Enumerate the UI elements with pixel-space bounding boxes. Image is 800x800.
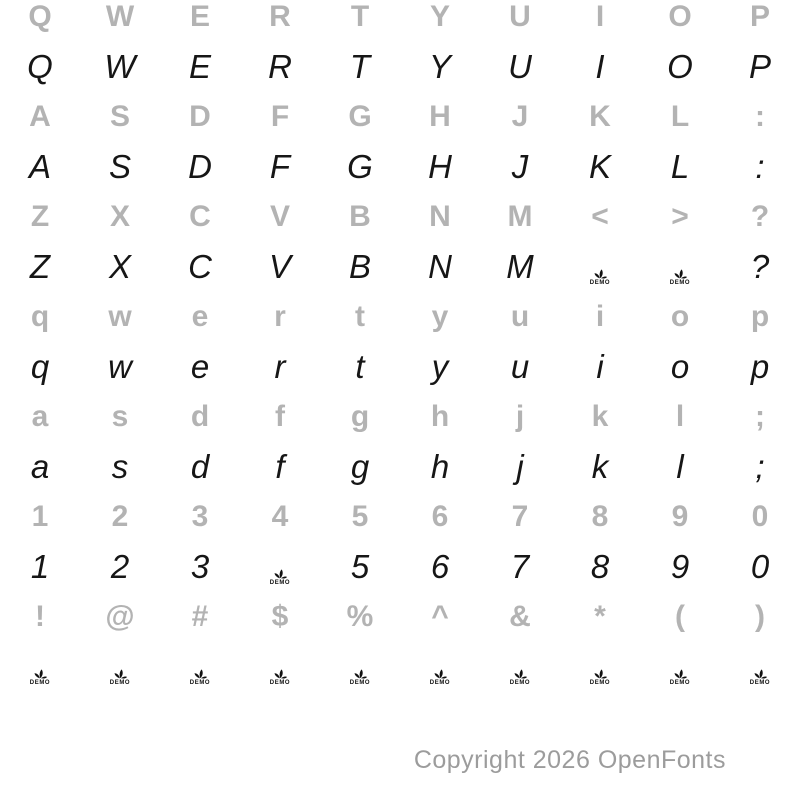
glyph-cell: K [589, 100, 611, 133]
glyph-cell: u [510, 348, 530, 385]
glyph-cell [240, 542, 320, 592]
glyph-cell: V [268, 248, 291, 285]
demo-badge-label: DEMO [189, 680, 211, 687]
glyph-cell: 5 [351, 500, 369, 533]
demo-badge-label: DEMO [749, 680, 771, 687]
glyph-cell: 2 [111, 500, 129, 533]
glyph-cell [560, 642, 640, 692]
glyph-cell: L [670, 100, 690, 133]
glyph-cell: p [750, 348, 770, 385]
glyph-cell: C [188, 248, 212, 285]
demo-spark-icon [672, 668, 689, 679]
glyph-row-reference-4 [0, 192, 800, 242]
glyph-cell: G [347, 148, 373, 185]
glyph-cell: ? [750, 200, 770, 233]
glyph-cell: f [275, 400, 285, 433]
glyph-cell: t [355, 300, 365, 333]
glyph-cell: ) [755, 600, 765, 633]
glyph-cell: E [188, 48, 211, 85]
glyph-cell [80, 642, 160, 692]
glyph-cell: N [429, 200, 451, 233]
glyph-row-specimen-11 [0, 542, 800, 592]
demo-badge-label: DEMO [509, 680, 531, 687]
demo-badge [270, 657, 290, 687]
glyph-row-specimen-13 [0, 642, 800, 692]
glyph-cell: r [274, 300, 286, 333]
glyph-cell: h [430, 448, 450, 485]
glyph-cell: I [595, 48, 605, 85]
glyph-cell: A [29, 100, 51, 133]
glyph-cell: Q [27, 48, 53, 85]
glyph-cell: 6 [430, 548, 450, 585]
glyph-cell: Z [29, 248, 51, 285]
demo-spark-icon [272, 568, 289, 579]
glyph-cell: O [667, 48, 693, 85]
glyph-cell: a [31, 400, 49, 433]
glyph-cell: h [430, 400, 450, 433]
demo-badge-label: DEMO [29, 680, 51, 687]
glyph-cell: W [104, 48, 136, 85]
demo-badge [110, 657, 130, 687]
glyph-cell: F [269, 148, 291, 185]
glyph-cell [0, 642, 80, 692]
glyph-cell [480, 642, 560, 692]
glyph-cell: 5 [350, 548, 370, 585]
glyph-cell: j [515, 400, 525, 433]
demo-spark-icon [112, 668, 129, 679]
glyph-cell: L [670, 148, 690, 185]
glyph-cell [640, 242, 720, 292]
demo-spark-icon [592, 668, 609, 679]
glyph-cell: H [428, 148, 452, 185]
glyph-cell: 3 [191, 500, 209, 533]
glyph-cell: 2 [110, 548, 130, 585]
glyph-cell: D [189, 100, 211, 133]
glyph-cell: i [595, 300, 605, 333]
glyph-cell: Y [428, 48, 451, 85]
glyph-cell: Z [30, 200, 50, 233]
glyph-row-reference-6 [0, 292, 800, 342]
glyph-cell: r [274, 348, 286, 385]
glyph-cell: 0 [751, 500, 769, 533]
glyph-cell: I [595, 0, 605, 33]
glyph-cell: J [511, 100, 529, 133]
glyph-cell: 6 [431, 500, 449, 533]
glyph-row-specimen-7 [0, 342, 800, 392]
glyph-cell: & [509, 600, 531, 633]
glyph-cell: A [28, 148, 51, 185]
glyph-row-reference-0 [0, 0, 800, 42]
glyph-cell: s [111, 400, 129, 433]
demo-badge-label: DEMO [589, 680, 611, 687]
glyph-cell: t [355, 348, 365, 385]
demo-badge [590, 257, 610, 287]
glyph-cell: d [190, 448, 210, 485]
glyph-cell: % [346, 600, 374, 633]
glyph-cell: T [350, 0, 370, 33]
glyph-row-reference-10 [0, 492, 800, 542]
glyph-cell: G [348, 100, 372, 133]
glyph-cell: o [670, 300, 690, 333]
demo-badge [30, 657, 50, 687]
glyph-cell: 8 [591, 500, 609, 533]
glyph-cell: ! [35, 600, 45, 633]
glyph-cell: q [30, 300, 50, 333]
glyph-cell: : [755, 148, 765, 185]
glyph-cell: Q [28, 0, 52, 33]
glyph-cell [320, 642, 400, 692]
glyph-cell: P [749, 0, 770, 33]
glyph-cell: y [431, 300, 449, 333]
glyph-cell [720, 642, 800, 692]
glyph-cell [400, 642, 480, 692]
copyright-text: Copyright 2026 OpenFonts [413, 746, 726, 774]
glyph-cell: 1 [30, 548, 50, 585]
glyph-cell: @ [105, 600, 135, 633]
glyph-cell: w [108, 300, 132, 333]
glyph-cell: ; [755, 448, 765, 485]
glyph-cell: 3 [190, 548, 210, 585]
glyph-cell: ? [750, 248, 770, 285]
glyph-row-reference-8 [0, 392, 800, 442]
glyph-cell: E [189, 0, 210, 33]
demo-spark-icon [672, 268, 689, 279]
glyph-cell: 1 [31, 500, 49, 533]
glyph-cell: U [508, 48, 532, 85]
glyph-cell: < [591, 200, 609, 233]
glyph-cell: S [108, 148, 131, 185]
glyph-cell: g [350, 448, 370, 485]
glyph-cell: f [275, 448, 285, 485]
demo-badge-label: DEMO [349, 680, 371, 687]
glyph-cell: ; [755, 400, 765, 433]
glyph-cell: : [755, 100, 765, 133]
glyph-cell: P [748, 48, 771, 85]
glyph-cell: D [188, 148, 212, 185]
demo-spark-icon [192, 668, 209, 679]
glyph-cell: 8 [590, 548, 610, 585]
glyph-cell: e [190, 348, 210, 385]
glyph-row-specimen-1 [0, 42, 800, 92]
glyph-cell [240, 642, 320, 692]
glyph-cell: 0 [750, 548, 770, 585]
glyph-cell: Y [429, 0, 450, 33]
glyph-cell: J [511, 148, 529, 185]
demo-badge [670, 257, 690, 287]
demo-badge [350, 657, 370, 687]
glyph-cell: g [350, 400, 370, 433]
glyph-cell [560, 242, 640, 292]
demo-badge-label: DEMO [269, 580, 291, 587]
glyph-cell: e [191, 300, 209, 333]
glyph-cell: 4 [271, 500, 289, 533]
glyph-cell: s [111, 448, 129, 485]
glyph-row-specimen-3 [0, 142, 800, 192]
glyph-cell: F [270, 100, 290, 133]
glyph-cell: M [506, 248, 534, 285]
glyph-cell: X [108, 248, 131, 285]
glyph-cell: N [428, 248, 452, 285]
demo-spark-icon [272, 668, 289, 679]
glyph-cell: y [431, 348, 449, 385]
glyph-cell: K [588, 148, 611, 185]
demo-badge-label: DEMO [429, 680, 451, 687]
demo-spark-icon [512, 668, 529, 679]
demo-badge-label: DEMO [589, 280, 611, 287]
glyph-cell: R [268, 48, 292, 85]
glyph-row-specimen-5 [0, 242, 800, 292]
demo-badge [510, 657, 530, 687]
glyph-cell: W [105, 0, 135, 33]
demo-badge [270, 557, 290, 587]
glyph-row-specimen-9 [0, 442, 800, 492]
glyph-cell: B [348, 248, 371, 285]
glyph-cell: X [109, 200, 130, 233]
glyph-cell: l [675, 400, 685, 433]
demo-spark-icon [432, 668, 449, 679]
glyph-cell: i [596, 348, 604, 385]
glyph-cell: d [190, 400, 210, 433]
glyph-cell: ^ [431, 600, 449, 633]
glyph-cell: B [349, 200, 371, 233]
glyph-row-reference-2 [0, 92, 800, 142]
glyph-cell: a [30, 448, 50, 485]
demo-spark-icon [752, 668, 769, 679]
glyph-cell: w [108, 348, 132, 385]
demo-spark-icon [32, 668, 49, 679]
demo-spark-icon [352, 668, 369, 679]
glyph-cell: T [349, 48, 371, 85]
glyph-cell: q [30, 348, 50, 385]
glyph-cell: S [109, 100, 130, 133]
glyph-cell: 7 [511, 500, 529, 533]
demo-badge-label: DEMO [669, 680, 691, 687]
glyph-cell [160, 642, 240, 692]
glyph-cell: 9 [670, 548, 690, 585]
demo-badge [430, 657, 450, 687]
glyph-cell: $ [271, 600, 289, 633]
glyph-cell: * [594, 600, 606, 633]
demo-badge-label: DEMO [269, 680, 291, 687]
glyph-cell: C [189, 200, 211, 233]
glyph-cell: V [269, 200, 290, 233]
glyph-cell: R [269, 0, 291, 33]
demo-spark-icon [592, 268, 609, 279]
demo-badge-label: DEMO [669, 280, 691, 287]
glyph-cell: j [516, 448, 524, 485]
glyph-cell: M [507, 200, 533, 233]
demo-badge-label: DEMO [109, 680, 131, 687]
glyph-cell: 7 [510, 548, 530, 585]
glyph-cell: # [191, 600, 209, 633]
glyph-cell: o [670, 348, 690, 385]
glyph-cell: u [510, 300, 530, 333]
glyph-cell: k [591, 400, 609, 433]
glyph-cell: k [591, 448, 609, 485]
glyph-cell: 9 [671, 500, 689, 533]
glyph-cell: ( [675, 600, 685, 633]
glyph-row-reference-12 [0, 592, 800, 642]
glyph-cell: l [676, 448, 684, 485]
glyph-cell: U [509, 0, 531, 33]
glyph-cell: H [429, 100, 451, 133]
demo-badge [190, 657, 210, 687]
glyph-cell [640, 642, 720, 692]
demo-badge [670, 657, 690, 687]
glyph-cell: p [750, 300, 770, 333]
demo-badge [750, 657, 770, 687]
demo-badge [590, 657, 610, 687]
glyph-cell: O [668, 0, 692, 33]
glyph-cell: > [671, 200, 689, 233]
